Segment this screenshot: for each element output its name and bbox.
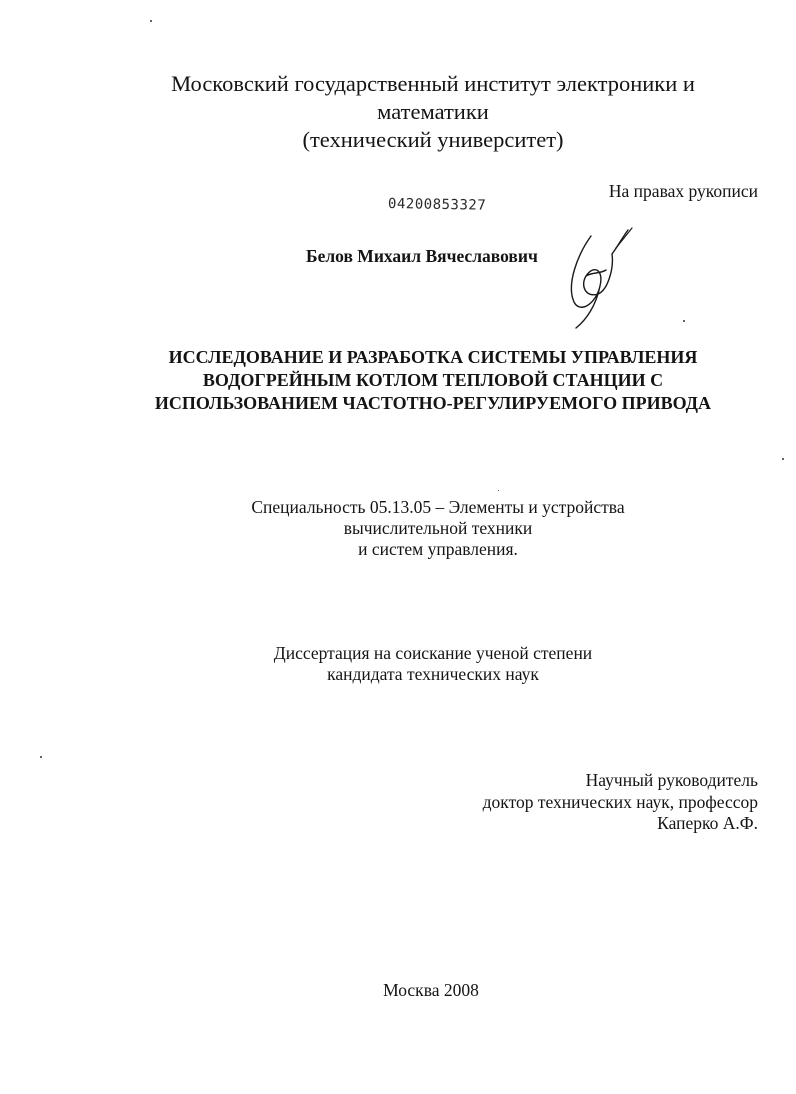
institute-line-3: (технический университет) [302,127,564,152]
specialty-line-1: Специальность 05.13.05 – Элементы и устройства [251,497,625,517]
rights-notice: На правах рукописи [608,181,758,201]
city-year: Москва 2008 [383,980,479,1000]
supervisor-role: Научный руководитель [585,770,758,790]
supervisor-name: Каперко А.Ф. [657,813,758,833]
scan-speck [683,320,685,322]
scan-speck [782,458,784,460]
institute-line-2: математики [377,99,489,124]
title-line-1: ИССЛЕДОВАНИЕ И РАЗРАБОТКА СИСТЕМЫ УПРАВЛЕНИЯ [168,347,698,367]
degree-line-2: кандидата технических наук [327,664,539,684]
institute-name [100,70,766,154]
scan-speck [150,20,152,22]
degree-statement [160,643,706,685]
registration-code: 04200853327 [387,196,487,214]
title-line-2: ВОДОГРЕЙНЫМ КОТЛОМ ТЕПЛОВОЙ СТАНЦИИ С [202,370,664,390]
institute-line-1: Московский государственный институт электроники и [171,71,695,96]
specialty-block [160,497,716,560]
specialty-line-2: вычислительной техники [343,518,533,538]
scan-speck [40,756,42,758]
author-name: Белов Михаил Вячеславович [306,246,538,266]
handwritten-signature [556,224,636,334]
supervisor-block [420,770,758,835]
scan-speck [498,490,499,491]
specialty-line-3: и систем управления. [358,539,518,559]
supervisor-degree: доктор технических наук, профессор [482,791,758,812]
title-line-3: ИСПОЛЬЗОВАНИЕМ ЧАСТОТНО-РЕГУЛИРУЕМОГО ПРИВОДА [154,393,712,413]
dissertation-title [80,346,786,415]
degree-line-1: Диссертация на соискание ученой степени [273,643,593,663]
